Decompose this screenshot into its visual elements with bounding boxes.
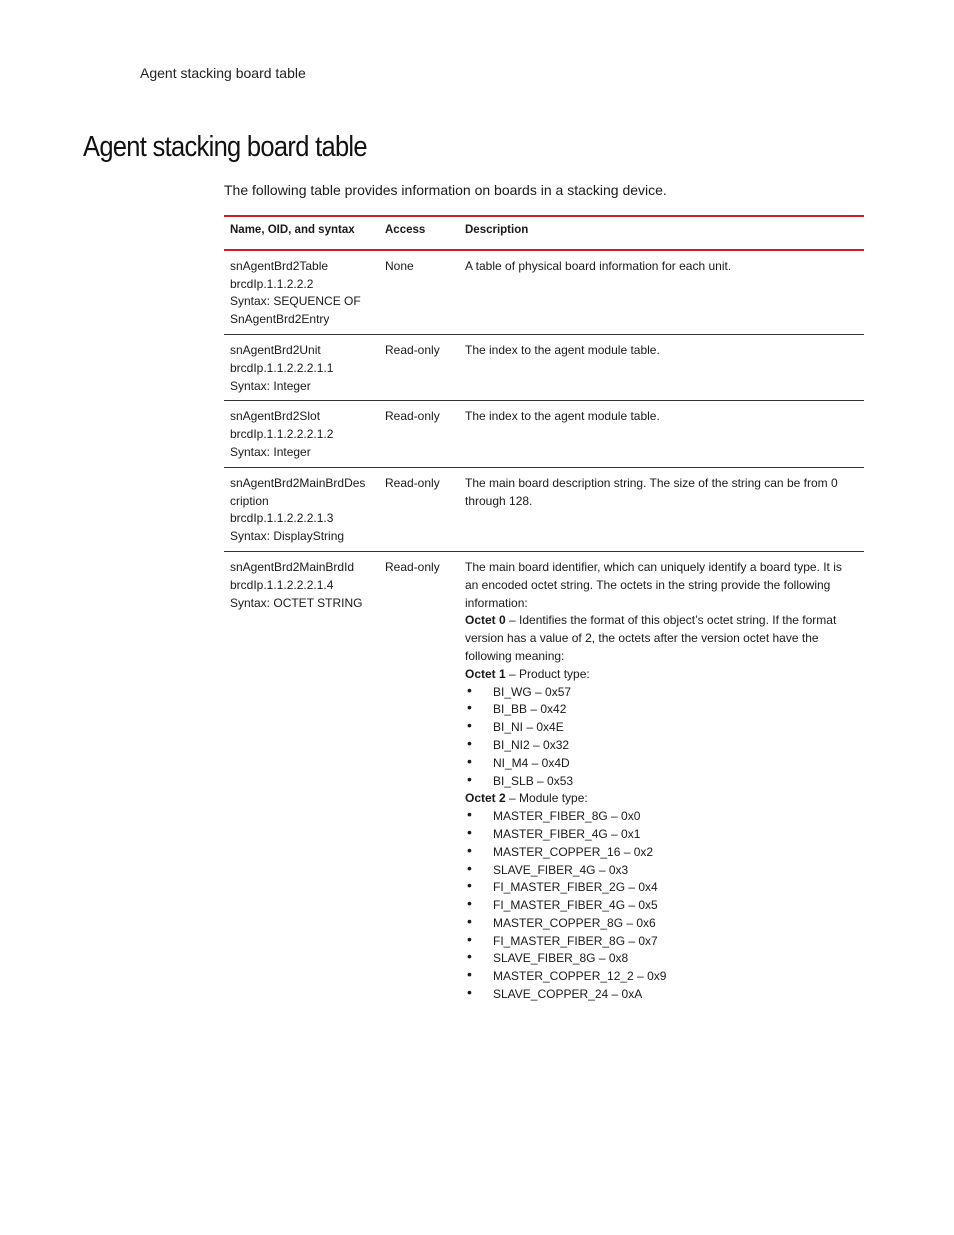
object-oid: brcdIp.1.1.2.2.2.1.2	[230, 427, 334, 442]
octet1-label: Octet 1	[465, 666, 506, 681]
list-item-text: MASTER_COPPER_8G – 0x6	[493, 915, 656, 930]
octet2-label: Octet 2	[465, 791, 506, 806]
list-item-text: FI_MASTER_FIBER_8G – 0x7	[493, 933, 658, 948]
cell-access: None	[385, 258, 414, 273]
page-title: Agent stacking board table	[83, 131, 367, 163]
product-type-list	[465, 681, 858, 791]
list-item-text: BI_WG – 0x57	[493, 684, 572, 699]
bullet-icon: •	[467, 770, 472, 787]
bullet-icon: •	[467, 823, 472, 840]
list-item-text: MASTER_COPPER_16 – 0x2	[493, 844, 654, 859]
cell-description: The index to the agent module table.	[465, 342, 660, 357]
table-header-row	[224, 216, 864, 250]
bullet-icon: •	[467, 877, 472, 894]
list-item-text: BI_NI – 0x4E	[493, 720, 564, 735]
list-item	[465, 859, 858, 880]
list-item	[465, 770, 858, 791]
object-name: snAgentBrd2MainBrdDes	[230, 475, 366, 490]
list-item-text: FI_MASTER_FIBER_2G – 0x4	[493, 880, 658, 895]
bullet-icon: •	[467, 895, 472, 912]
bullet-icon: •	[467, 699, 472, 716]
cell-name	[224, 401, 379, 467]
object-syntax: Syntax: DisplayString	[230, 529, 345, 544]
list-item-text: BI_NI2 – 0x32	[493, 737, 570, 752]
list-item-text: FI_MASTER_FIBER_4G – 0x5	[493, 898, 658, 913]
list-item	[465, 950, 858, 968]
object-oid: brcdIp.1.1.2.2.2	[230, 276, 314, 291]
object-syntax: Syntax: OCTET STRING	[230, 595, 363, 610]
table-row	[224, 334, 864, 400]
list-item	[465, 752, 858, 773]
cell-access: Read-only	[385, 559, 440, 574]
bullet-icon: •	[467, 966, 472, 983]
list-item	[465, 719, 858, 737]
list-item	[465, 808, 858, 826]
table-row	[224, 551, 864, 1008]
list-item	[465, 912, 858, 933]
octet0-label: Octet 0	[465, 613, 506, 628]
bullet-icon: •	[467, 930, 472, 947]
cell-name	[224, 467, 379, 551]
cell-access: Read-only	[385, 475, 440, 490]
object-syntax: Syntax: Integer	[230, 444, 311, 459]
object-name: snAgentBrd2MainBrdId	[230, 559, 355, 574]
octet0-paragraph	[465, 612, 858, 665]
table-row	[224, 250, 864, 335]
column-header-name: Name, OID, and syntax	[230, 224, 355, 236]
object-oid: brcdIp.1.1.2.2.2.1.1	[230, 360, 334, 375]
cell-description: The main board description string. The size of the string can be from 0 through 128.	[465, 475, 838, 508]
octet0-text: – Identifies the format of this object’s octet string. If the format version has a value of 2, the octets after the version octet have the following meaning:	[465, 613, 837, 663]
object-name-cont: cription	[230, 493, 269, 508]
bullet-icon: •	[467, 717, 472, 734]
list-item-text: NI_M4 – 0x4D	[493, 755, 570, 770]
list-item	[465, 841, 858, 862]
list-item	[465, 823, 858, 844]
list-item	[465, 968, 858, 986]
list-item-text: SLAVE_FIBER_8G – 0x8	[493, 951, 629, 966]
list-item	[465, 930, 858, 951]
object-syntax: Syntax: Integer	[230, 378, 311, 393]
bullet-icon: •	[467, 806, 472, 823]
bullet-icon: •	[467, 859, 472, 876]
list-item	[465, 681, 858, 702]
bullet-icon: •	[467, 752, 472, 769]
object-name: snAgentBrd2Unit	[230, 342, 321, 357]
mib-table	[224, 215, 864, 1009]
column-header-description: Description	[465, 224, 529, 236]
list-item	[465, 879, 858, 897]
column-header-access: Access	[385, 224, 426, 236]
cell-description: A table of physical board information for each unit.	[465, 258, 732, 273]
list-item-text: BI_SLB – 0x53	[493, 773, 574, 788]
cell-name	[224, 250, 379, 335]
object-name: snAgentBrd2Table	[230, 258, 329, 273]
cell-name	[224, 334, 379, 400]
list-item-text: SLAVE_COPPER_24 – 0xA	[493, 987, 643, 1002]
octet1-text: – Product type:	[505, 666, 590, 681]
list-item	[465, 734, 858, 755]
octet2-paragraph	[465, 790, 858, 808]
running-header: Agent stacking board table	[140, 65, 306, 81]
bullet-icon: •	[467, 948, 472, 965]
octet1-paragraph	[465, 666, 858, 684]
list-item-text: MASTER_FIBER_8G – 0x0	[493, 809, 641, 824]
bullet-icon: •	[467, 841, 472, 858]
bullet-icon: •	[467, 681, 472, 698]
list-item-text: MASTER_COPPER_12_2 – 0x9	[493, 969, 667, 984]
object-oid: brcdIp.1.1.2.2.2.1.3	[230, 511, 334, 526]
cell-description	[459, 551, 864, 1008]
octet2-text: – Module type:	[505, 791, 588, 806]
bullet-icon: •	[467, 984, 472, 1001]
bullet-icon: •	[467, 912, 472, 929]
intro-paragraph: The following table provides information on boards in a stacking device.	[224, 182, 667, 198]
list-item-text: BI_BB – 0x42	[493, 702, 567, 717]
module-type-list	[465, 808, 858, 1004]
object-syntax: Syntax: SEQUENCE OF	[230, 294, 361, 309]
list-item	[465, 986, 858, 1004]
object-syntax-cont: SnAgentBrd2Entry	[230, 312, 330, 327]
bullet-icon: •	[467, 734, 472, 751]
list-item	[465, 701, 858, 719]
table-row	[224, 467, 864, 551]
cell-access: Read-only	[385, 409, 440, 424]
list-item-text: MASTER_FIBER_4G – 0x1	[493, 826, 641, 841]
object-oid: brcdIp.1.1.2.2.2.1.4	[230, 577, 334, 592]
list-item	[465, 897, 858, 915]
table-row	[224, 401, 864, 467]
cell-description: The index to the agent module table.	[465, 409, 660, 424]
cell-access: Read-only	[385, 342, 440, 357]
cell-name	[224, 551, 379, 1008]
description-intro: The main board identifier, which can uniquely identify a board type. It is an encoded octet string. The octets in the string provide the following information:	[465, 559, 842, 610]
list-item-text: SLAVE_FIBER_4G – 0x3	[493, 862, 629, 877]
object-name: snAgentBrd2Slot	[230, 409, 321, 424]
